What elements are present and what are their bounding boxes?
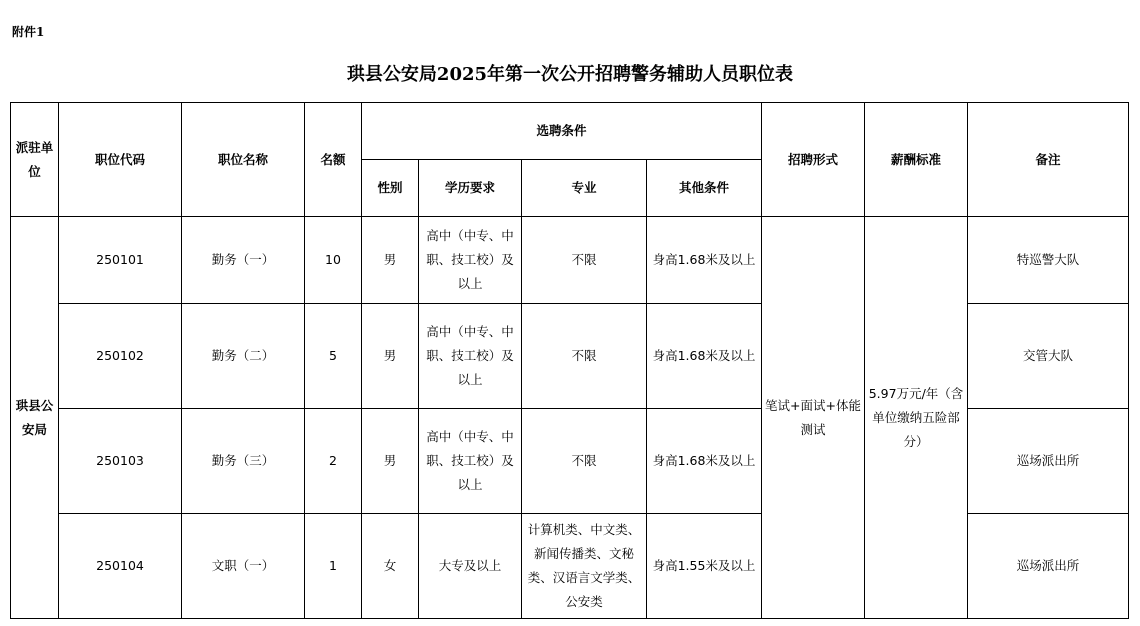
cell-name: 勤务（二） [182, 304, 305, 409]
header-name: 职位名称 [182, 103, 305, 217]
cell-major: 计算机类、中文类、新闻传播类、文秘类、汉语言文学类、公安类 [522, 514, 647, 619]
cell-name: 文职（一） [182, 514, 305, 619]
cell-unit: 珙县公安局 [11, 217, 59, 619]
cell-gender: 男 [362, 304, 419, 409]
header-quota: 名额 [305, 103, 362, 217]
cell-name: 勤务（三） [182, 409, 305, 514]
header-row [11, 103, 1129, 160]
cell-education: 大专及以上 [419, 514, 522, 619]
cell-education: 高中（中专、中职、技工校）及以上 [419, 304, 522, 409]
cell-other: 身高1.68米及以上 [647, 217, 762, 304]
cell-code: 250101 [59, 217, 182, 304]
cell-code: 250102 [59, 304, 182, 409]
cell-major: 不限 [522, 409, 647, 514]
positions-table [10, 102, 1129, 619]
table-row [11, 217, 1129, 304]
header-conditions: 选聘条件 [362, 103, 762, 160]
cell-remark: 巡场派出所 [968, 409, 1129, 514]
header-remark: 备注 [968, 103, 1129, 217]
cell-other: 身高1.68米及以上 [647, 304, 762, 409]
cell-gender: 男 [362, 217, 419, 304]
header-gender: 性别 [362, 160, 419, 217]
cell-remark: 交管大队 [968, 304, 1129, 409]
cell-quota: 2 [305, 409, 362, 514]
header-unit: 派驻单位 [11, 103, 59, 217]
header-major: 专业 [522, 160, 647, 217]
cell-major: 不限 [522, 217, 647, 304]
cell-quota: 10 [305, 217, 362, 304]
header-salary: 薪酬标准 [865, 103, 968, 217]
cell-education: 高中（中专、中职、技工校）及以上 [419, 409, 522, 514]
cell-method: 笔试+面试+体能测试 [762, 217, 865, 619]
cell-education: 高中（中专、中职、技工校）及以上 [419, 217, 522, 304]
cell-code: 250104 [59, 514, 182, 619]
header-other: 其他条件 [647, 160, 762, 217]
cell-remark: 特巡警大队 [968, 217, 1129, 304]
header-education: 学历要求 [419, 160, 522, 217]
header-method: 招聘形式 [762, 103, 865, 217]
cell-name: 勤务（一） [182, 217, 305, 304]
header-code: 职位代码 [59, 103, 182, 217]
cell-code: 250103 [59, 409, 182, 514]
cell-major: 不限 [522, 304, 647, 409]
cell-other: 身高1.55米及以上 [647, 514, 762, 619]
cell-quota: 1 [305, 514, 362, 619]
cell-gender: 女 [362, 514, 419, 619]
cell-gender: 男 [362, 409, 419, 514]
page-title: 珙县公安局2025年第一次公开招聘警务辅助人员职位表 [346, 64, 794, 85]
attachment-label: 附件1 [12, 25, 45, 39]
cell-remark: 巡场派出所 [968, 514, 1129, 619]
cell-other: 身高1.68米及以上 [647, 409, 762, 514]
cell-salary: 5.97万元/年（含单位缴纳五险部分） [865, 217, 968, 619]
cell-quota: 5 [305, 304, 362, 409]
